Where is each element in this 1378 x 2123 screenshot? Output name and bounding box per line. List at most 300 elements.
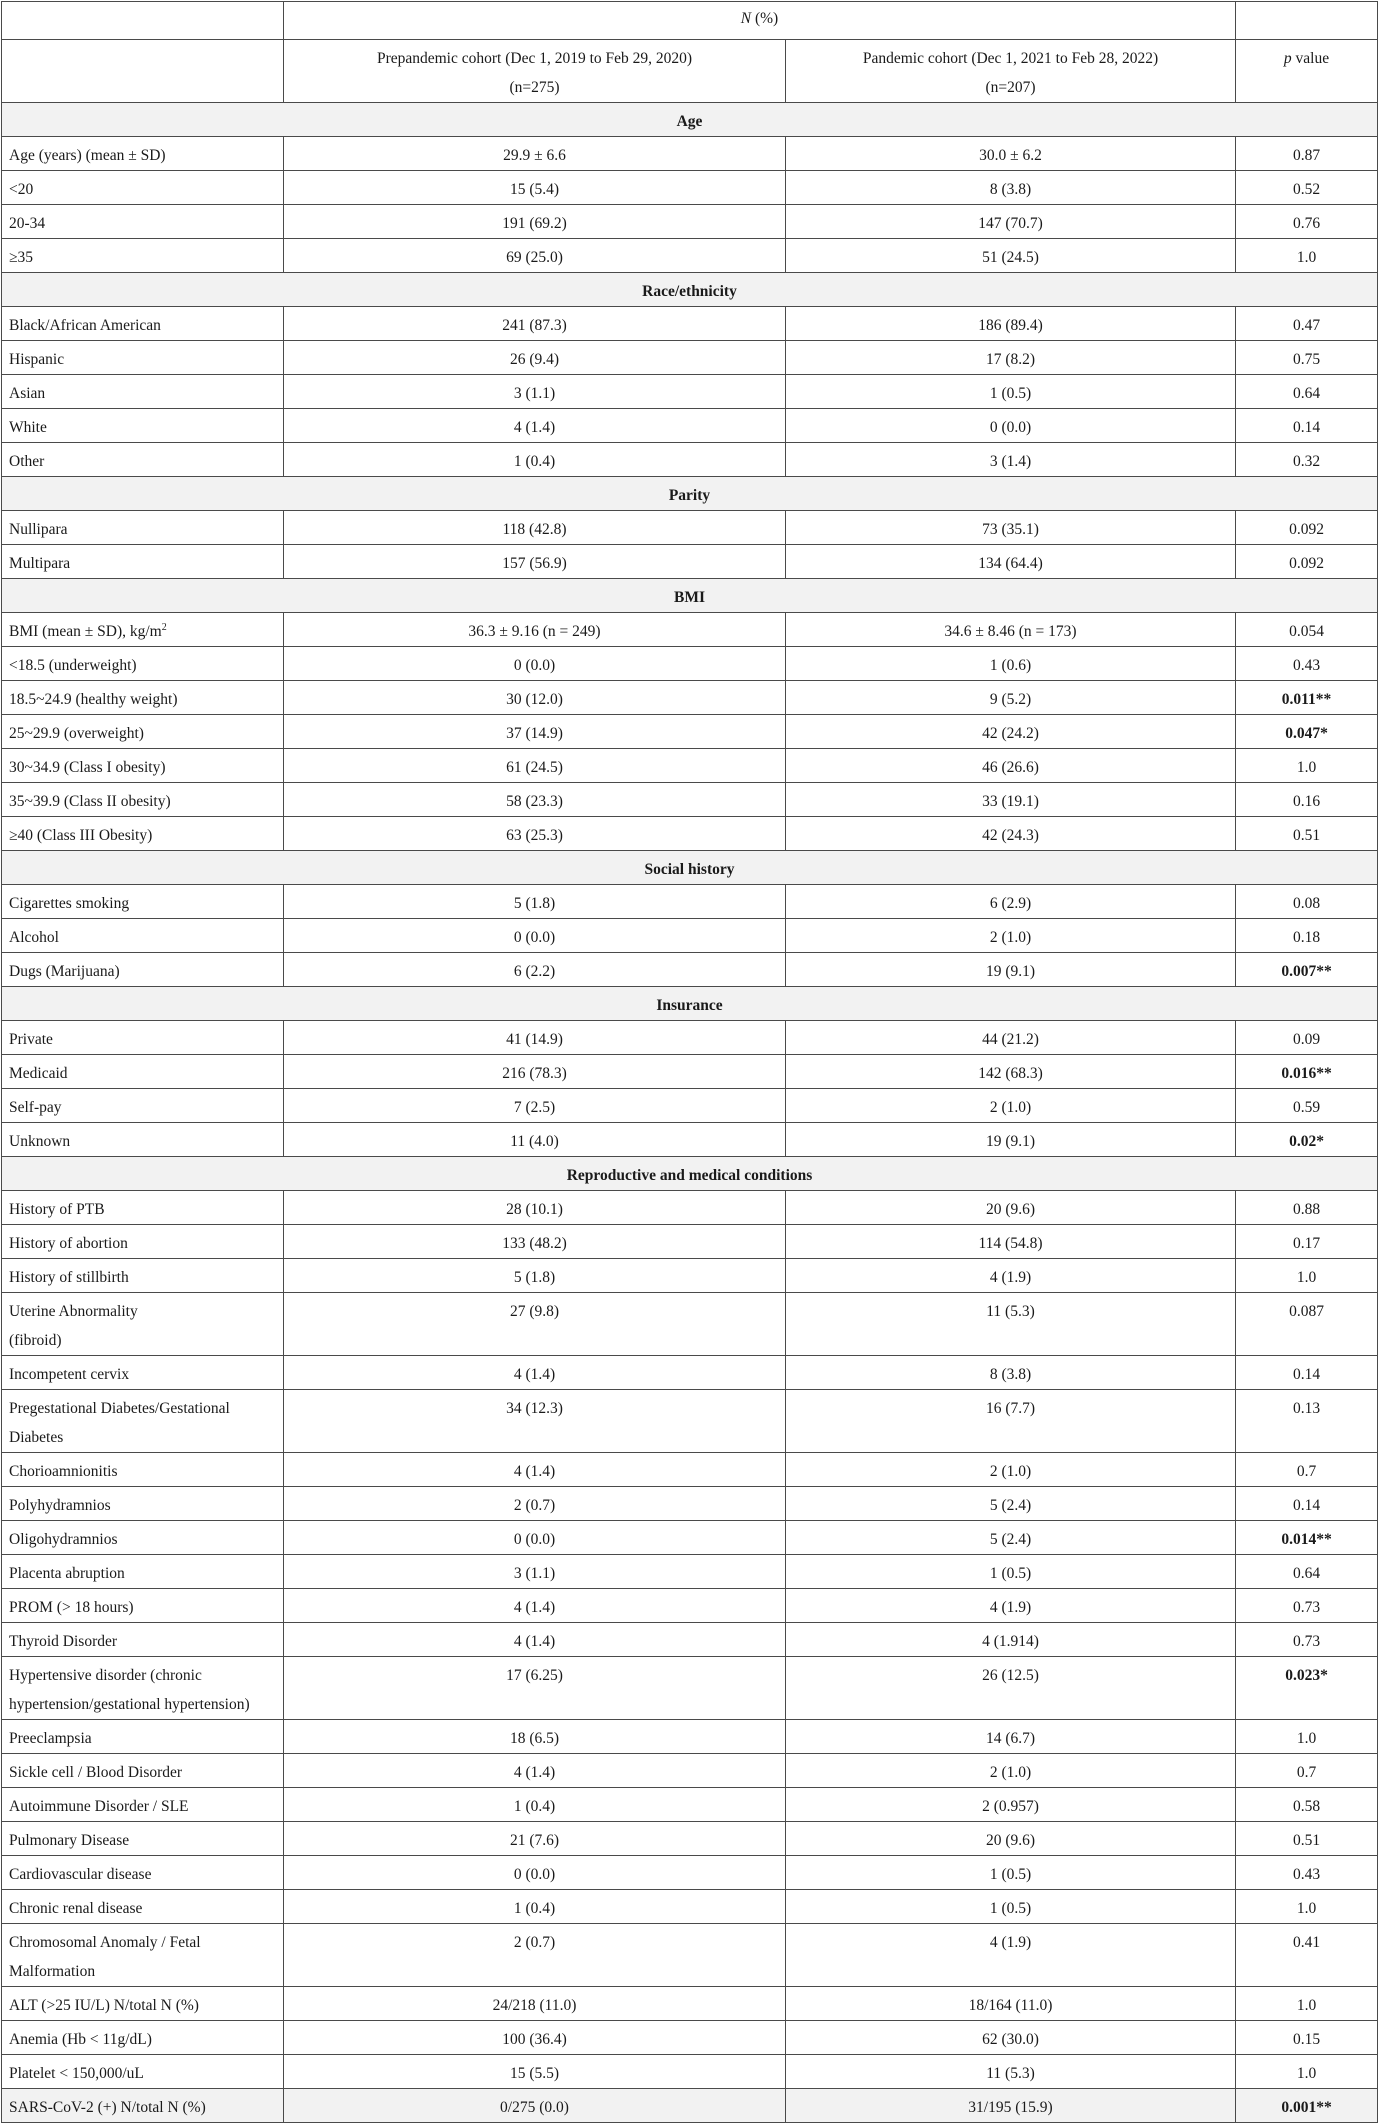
- pandemic-value: 33 (19.1): [786, 783, 1236, 817]
- row-label-line: ≥35: [9, 249, 34, 266]
- prepandemic-value: 1 (0.4): [284, 1788, 786, 1822]
- table-row: [2, 2055, 1378, 2089]
- row-label: [2, 1356, 284, 1390]
- p-value: 0.52: [1236, 171, 1378, 205]
- row-label-line: Oligohydramnios: [9, 1531, 118, 1548]
- table-row: [2, 783, 1378, 817]
- p-value: 0.18: [1236, 919, 1378, 953]
- prepandemic-value: 7 (2.5): [284, 1089, 786, 1123]
- p-label: p: [1283, 50, 1292, 67]
- prepandemic-value: 0 (0.0): [284, 647, 786, 681]
- section-heading: Reproductive and medical conditions: [2, 1157, 1378, 1191]
- prepandemic-value: 5 (1.8): [284, 885, 786, 919]
- pandemic-value: 19 (9.1): [786, 953, 1236, 987]
- row-label-line-2: hypertension/gestational hypertension): [9, 1696, 250, 1713]
- table-row: [2, 1754, 1378, 1788]
- row-label-line: PROM (> 18 hours): [9, 1599, 134, 1616]
- row-label: [2, 1021, 284, 1055]
- cohort-comparison-table: [1, 1, 1378, 2123]
- row-label: [2, 137, 284, 171]
- table-row: [2, 715, 1378, 749]
- prepandemic-header: [284, 40, 786, 103]
- superscript: 2: [161, 621, 167, 633]
- table-row: [2, 1487, 1378, 1521]
- section-row-bmi: [2, 579, 1378, 613]
- table-row: [2, 613, 1378, 647]
- pandemic-value: 6 (2.9): [786, 885, 1236, 919]
- table-row: [2, 1924, 1378, 1987]
- prepandemic-value: 36.3 ± 9.16 (n = 249): [284, 613, 786, 647]
- row-label: [2, 205, 284, 239]
- table-row: [2, 375, 1378, 409]
- table-row: [2, 307, 1378, 341]
- p-value: 0.76: [1236, 205, 1378, 239]
- row-label-line: Dugs (Marijuana): [9, 963, 120, 980]
- p-value: 0.58: [1236, 1788, 1378, 1822]
- prepandemic-value: 61 (24.5): [284, 749, 786, 783]
- row-label-text: BMI (mean ± SD), kg/m: [9, 623, 162, 640]
- pandemic-value: 1 (0.5): [786, 1856, 1236, 1890]
- p-value: 0.88: [1236, 1191, 1378, 1225]
- row-label-line: Unknown: [9, 1133, 71, 1150]
- pandemic-value: 19 (9.1): [786, 1123, 1236, 1157]
- pandemic-value: 62 (30.0): [786, 2021, 1236, 2055]
- pandemic-value: 142 (68.3): [786, 1055, 1236, 1089]
- table-row: [2, 1521, 1378, 1555]
- p-value: 0.087: [1236, 1293, 1378, 1356]
- prepandemic-value: 24/218 (11.0): [284, 1987, 786, 2021]
- table-row: [2, 2021, 1378, 2055]
- row-label-line: Polyhydramnios: [9, 1497, 111, 1514]
- row-label: [2, 1259, 284, 1293]
- p-value: 0.007**: [1236, 953, 1378, 987]
- row-label-line: Pulmonary Disease: [9, 1832, 130, 1849]
- row-label-line: Thyroid Disorder: [9, 1633, 118, 1650]
- table-row: [2, 1623, 1378, 1657]
- pandemic-value: 114 (54.8): [786, 1225, 1236, 1259]
- row-label-line: History of stillbirth: [9, 1269, 129, 1286]
- pandemic-value: 186 (89.4): [786, 307, 1236, 341]
- row-label: [2, 953, 284, 987]
- row-label-line: Medicaid: [9, 1065, 68, 1082]
- section-row-repro: [2, 1157, 1378, 1191]
- p-value: 0.16: [1236, 783, 1378, 817]
- row-label-line: Cardiovascular disease: [9, 1866, 152, 1883]
- table-row: [2, 137, 1378, 171]
- section-heading: Race/ethnicity: [2, 273, 1378, 307]
- table-row: [2, 1822, 1378, 1856]
- prepandemic-value: 3 (1.1): [284, 375, 786, 409]
- pandemic-value: 5 (2.4): [786, 1521, 1236, 1555]
- row-label: [2, 2055, 284, 2089]
- section-row-parity: [2, 477, 1378, 511]
- row-label: [2, 1225, 284, 1259]
- p-value: 0.59: [1236, 1089, 1378, 1123]
- row-label: [2, 783, 284, 817]
- p-value: 0.17: [1236, 1225, 1378, 1259]
- prepandemic-value: 6 (2.2): [284, 953, 786, 987]
- p-value: 0.13: [1236, 1390, 1378, 1453]
- p-value: 0.092: [1236, 545, 1378, 579]
- p-value: 1.0: [1236, 1890, 1378, 1924]
- pandemic-value: 31/195 (15.9): [786, 2089, 1236, 2123]
- row-label-line: 18.5~24.9 (healthy weight): [9, 691, 178, 708]
- table-row: [2, 1788, 1378, 1822]
- table-row: [2, 1191, 1378, 1225]
- p-value: 0.14: [1236, 409, 1378, 443]
- row-label-line: Incompetent cervix: [9, 1366, 130, 1383]
- p-value: 0.09: [1236, 1021, 1378, 1055]
- row-label-line: Black/African American: [9, 317, 161, 334]
- prepandemic-value: 1 (0.4): [284, 443, 786, 477]
- row-label-line: 30~34.9 (Class I obesity): [9, 759, 166, 776]
- prepandemic-value: 241 (87.3): [284, 307, 786, 341]
- prepandemic-value: 0 (0.0): [284, 1521, 786, 1555]
- row-label-line: Preeclampsia: [9, 1730, 92, 1747]
- row-label: [2, 1589, 284, 1623]
- pandemic-value: 73 (35.1): [786, 511, 1236, 545]
- table-row: [2, 409, 1378, 443]
- header-empty-cell-right: [1236, 2, 1378, 40]
- n-label: N: [740, 10, 752, 27]
- prepandemic-value: 1 (0.4): [284, 1890, 786, 1924]
- section-row-race: [2, 273, 1378, 307]
- table-row: [2, 2089, 1378, 2123]
- table-row: [2, 1589, 1378, 1623]
- row-label-line: Age (years) (mean ± SD): [9, 147, 166, 164]
- prepandemic-value: 191 (69.2): [284, 205, 786, 239]
- pandemic-value: 1 (0.5): [786, 375, 1236, 409]
- row-label-line-2: (fibroid): [9, 1332, 62, 1349]
- pandemic-value: 1 (0.6): [786, 647, 1236, 681]
- table-row: [2, 341, 1378, 375]
- p-value: 0.08: [1236, 885, 1378, 919]
- row-label-line: White: [9, 419, 47, 436]
- pandemic-value: 2 (1.0): [786, 1754, 1236, 1788]
- p-value: 0.092: [1236, 511, 1378, 545]
- p-value: 0.023*: [1236, 1657, 1378, 1720]
- pandemic-value: 4 (1.9): [786, 1924, 1236, 1987]
- prepandemic-value: 216 (78.3): [284, 1055, 786, 1089]
- p-value: 0.73: [1236, 1589, 1378, 1623]
- prepandemic-value: 100 (36.4): [284, 2021, 786, 2055]
- header-empty-cell: [2, 2, 284, 40]
- prepandemic-n: (n=275): [509, 79, 560, 96]
- row-label: [2, 1890, 284, 1924]
- row-label-line: Alcohol: [9, 929, 59, 946]
- table-row: [2, 1555, 1378, 1589]
- p-value: 0.014**: [1236, 1521, 1378, 1555]
- prepandemic-value: 15 (5.4): [284, 171, 786, 205]
- row-label: [2, 545, 284, 579]
- p-value: 1.0: [1236, 239, 1378, 273]
- prepandemic-value: 29.9 ± 6.6: [284, 137, 786, 171]
- p-value: 0.64: [1236, 375, 1378, 409]
- table-row: [2, 545, 1378, 579]
- row-label-line: Anemia (Hb < 11g/dL): [9, 2031, 152, 2048]
- pandemic-value: 20 (9.6): [786, 1191, 1236, 1225]
- row-label-line: <18.5 (underweight): [9, 657, 137, 674]
- row-label: [2, 1657, 284, 1720]
- row-label: [2, 749, 284, 783]
- pandemic-value: 2 (0.957): [786, 1788, 1236, 1822]
- row-label-line: Hypertensive disorder (chronic: [9, 1667, 202, 1684]
- row-label-line: Chronic renal disease: [9, 1900, 143, 1917]
- row-label: [2, 1089, 284, 1123]
- prepandemic-value: 133 (48.2): [284, 1225, 786, 1259]
- prepandemic-value: 15 (5.5): [284, 2055, 786, 2089]
- pandemic-value: 1 (0.5): [786, 1890, 1236, 1924]
- header-label-cell: [2, 40, 284, 103]
- row-label: [2, 239, 284, 273]
- pandemic-value: 4 (1.9): [786, 1589, 1236, 1623]
- p-value: 0.14: [1236, 1356, 1378, 1390]
- table-row: [2, 1856, 1378, 1890]
- p-value: 0.75: [1236, 341, 1378, 375]
- row-label: [2, 409, 284, 443]
- row-label-line: Uterine Abnormality: [9, 1303, 138, 1320]
- row-label: [2, 613, 284, 647]
- section-heading: BMI: [2, 579, 1378, 613]
- prepandemic-value: 18 (6.5): [284, 1720, 786, 1754]
- row-label: [2, 1453, 284, 1487]
- pandemic-value: 11 (5.3): [786, 1293, 1236, 1356]
- pandemic-value: 5 (2.4): [786, 1487, 1236, 1521]
- prepandemic-value: 21 (7.6): [284, 1822, 786, 1856]
- pandemic-value: 42 (24.3): [786, 817, 1236, 851]
- p-value: 1.0: [1236, 749, 1378, 783]
- row-label-line: ≥40 (Class III Obesity): [9, 827, 153, 844]
- table-row: [2, 1089, 1378, 1123]
- row-label: [2, 647, 284, 681]
- row-label: [2, 1555, 284, 1589]
- section-heading: Age: [2, 103, 1378, 137]
- section-heading: Insurance: [2, 987, 1378, 1021]
- prepandemic-value: 41 (14.9): [284, 1021, 786, 1055]
- row-label-line: Pregestational Diabetes/Gestational: [9, 1400, 230, 1417]
- table-row: [2, 681, 1378, 715]
- table-row: [2, 1259, 1378, 1293]
- row-label-line: Placenta abruption: [9, 1565, 125, 1582]
- row-label: [2, 1924, 284, 1987]
- p-value: 0.001**: [1236, 2089, 1378, 2123]
- prepandemic-value: 4 (1.4): [284, 1453, 786, 1487]
- pandemic-title: Pandemic cohort (Dec 1, 2021 to Feb 28, 2022): [862, 50, 1159, 67]
- row-label: [2, 341, 284, 375]
- table-row: [2, 1720, 1378, 1754]
- pandemic-value: 16 (7.7): [786, 1390, 1236, 1453]
- p-value: 0.7: [1236, 1754, 1378, 1788]
- row-label: [2, 1390, 284, 1453]
- row-label-line: Autoimmune Disorder / SLE: [9, 1798, 189, 1815]
- p-value: 1.0: [1236, 1987, 1378, 2021]
- row-label-line: Nullipara: [9, 521, 68, 538]
- table-row: [2, 1123, 1378, 1157]
- pandemic-value: 9 (5.2): [786, 681, 1236, 715]
- row-label-line: Sickle cell / Blood Disorder: [9, 1764, 183, 1781]
- prepandemic-value: 4 (1.4): [284, 1589, 786, 1623]
- row-label-line: Hispanic: [9, 351, 65, 368]
- row-label-line: Private: [9, 1031, 53, 1048]
- p-value: 0.87: [1236, 137, 1378, 171]
- prepandemic-value: 4 (1.4): [284, 1754, 786, 1788]
- section-row-insurance: [2, 987, 1378, 1021]
- pandemic-value: 147 (70.7): [786, 205, 1236, 239]
- prepandemic-value: 58 (23.3): [284, 783, 786, 817]
- p-value: 0.47: [1236, 307, 1378, 341]
- row-label-line: 20-34: [9, 215, 46, 232]
- row-label-line: SARS-CoV-2 (+) N/total N (%): [9, 2099, 206, 2116]
- row-label: [2, 1788, 284, 1822]
- pandemic-value: 42 (24.2): [786, 715, 1236, 749]
- p-value: 0.51: [1236, 1822, 1378, 1856]
- prepandemic-value: 157 (56.9): [284, 545, 786, 579]
- pandemic-value: 46 (26.6): [786, 749, 1236, 783]
- row-label: [2, 1822, 284, 1856]
- pandemic-value: 51 (24.5): [786, 239, 1236, 273]
- p-value: 0.02*: [1236, 1123, 1378, 1157]
- row-label: [2, 817, 284, 851]
- p-value: 1.0: [1236, 2055, 1378, 2089]
- table-row: [2, 205, 1378, 239]
- row-label-line: 35~39.9 (Class II obesity): [9, 793, 171, 810]
- p-value-header: [1236, 40, 1378, 103]
- row-label-line: ALT (>25 IU/L) N/total N (%): [9, 1997, 199, 2014]
- row-label: [2, 307, 284, 341]
- row-label-line: Platelet < 150,000/uL: [9, 2065, 144, 2082]
- table-row: [2, 171, 1378, 205]
- row-label-line: Self-pay: [9, 1099, 62, 1116]
- pandemic-value: 4 (1.9): [786, 1259, 1236, 1293]
- row-label-line: History of abortion: [9, 1235, 128, 1252]
- section-row-social: [2, 851, 1378, 885]
- prepandemic-value: 4 (1.4): [284, 1623, 786, 1657]
- p-value: 0.15: [1236, 2021, 1378, 2055]
- table-row: [2, 885, 1378, 919]
- row-label: [2, 511, 284, 545]
- p-value: 0.7: [1236, 1453, 1378, 1487]
- p-value: 0.14: [1236, 1487, 1378, 1521]
- pandemic-value: 2 (1.0): [786, 1453, 1236, 1487]
- prepandemic-value: 28 (10.1): [284, 1191, 786, 1225]
- row-label-line: Chorioamnionitis: [9, 1463, 118, 1480]
- row-label-line: Multipara: [9, 555, 71, 572]
- pandemic-value: 30.0 ± 6.2: [786, 137, 1236, 171]
- prepandemic-value: 2 (0.7): [284, 1487, 786, 1521]
- table-row: [2, 443, 1378, 477]
- table-row: [2, 1987, 1378, 2021]
- pandemic-value: 11 (5.3): [786, 2055, 1236, 2089]
- table-row: [2, 1390, 1378, 1453]
- pandemic-value: 4 (1.914): [786, 1623, 1236, 1657]
- row-label-line: <20: [9, 181, 34, 198]
- pandemic-value: 18/164 (11.0): [786, 1987, 1236, 2021]
- prepandemic-value: 17 (6.25): [284, 1657, 786, 1720]
- row-label: [2, 2021, 284, 2055]
- row-label-line: History of PTB: [9, 1201, 105, 1218]
- p-value: 1.0: [1236, 1720, 1378, 1754]
- header-row-columns: [2, 40, 1378, 103]
- row-label: [2, 171, 284, 205]
- pandemic-value: 1 (0.5): [786, 1555, 1236, 1589]
- p-value: 0.73: [1236, 1623, 1378, 1657]
- table-row: [2, 953, 1378, 987]
- pandemic-header: [786, 40, 1236, 103]
- p-value: 0.054: [1236, 613, 1378, 647]
- pandemic-value: 34.6 ± 8.46 (n = 173): [786, 613, 1236, 647]
- pandemic-value: 17 (8.2): [786, 341, 1236, 375]
- pandemic-value: 20 (9.6): [786, 1822, 1236, 1856]
- table-row: [2, 1225, 1378, 1259]
- row-label-line-2: Malformation: [9, 1963, 96, 1980]
- prepandemic-value: 34 (12.3): [284, 1390, 786, 1453]
- pandemic-value: 44 (21.2): [786, 1021, 1236, 1055]
- row-label: [2, 1293, 284, 1356]
- row-label: [2, 1623, 284, 1657]
- p-value: 0.016**: [1236, 1055, 1378, 1089]
- n-percent-header: [284, 2, 1236, 40]
- pandemic-value: 2 (1.0): [786, 1089, 1236, 1123]
- p-value: 0.64: [1236, 1555, 1378, 1589]
- table-row: [2, 647, 1378, 681]
- p-value: 1.0: [1236, 1259, 1378, 1293]
- row-label: [2, 1987, 284, 2021]
- prepandemic-value: 63 (25.3): [284, 817, 786, 851]
- prepandemic-value: 4 (1.4): [284, 409, 786, 443]
- table-row: [2, 919, 1378, 953]
- prepandemic-value: 2 (0.7): [284, 1924, 786, 1987]
- pandemic-n: (n=207): [985, 79, 1036, 96]
- prepandemic-value: 4 (1.4): [284, 1356, 786, 1390]
- row-label: [2, 443, 284, 477]
- row-label: [2, 1754, 284, 1788]
- prepandemic-value: 27 (9.8): [284, 1293, 786, 1356]
- row-label: [2, 1521, 284, 1555]
- section-row-age: [2, 103, 1378, 137]
- row-label-line: 25~29.9 (overweight): [9, 725, 144, 742]
- row-label: [2, 1856, 284, 1890]
- pandemic-value: 26 (12.5): [786, 1657, 1236, 1720]
- table-row: [2, 749, 1378, 783]
- n-suffix: (%): [751, 10, 779, 27]
- p-value: 0.047*: [1236, 715, 1378, 749]
- table-row: [2, 1356, 1378, 1390]
- prepandemic-value: 118 (42.8): [284, 511, 786, 545]
- row-label: [2, 885, 284, 919]
- row-label: [2, 1720, 284, 1754]
- p-value: 0.43: [1236, 1856, 1378, 1890]
- prepandemic-value: 3 (1.1): [284, 1555, 786, 1589]
- prepandemic-value: 0 (0.0): [284, 1856, 786, 1890]
- row-label: [2, 681, 284, 715]
- row-label-line: Cigarettes smoking: [9, 895, 130, 912]
- prepandemic-value: 5 (1.8): [284, 1259, 786, 1293]
- prepandemic-title: Prepandemic cohort (Dec 1, 2019 to Feb 29, 2020): [376, 50, 693, 67]
- row-label: [2, 919, 284, 953]
- pandemic-value: 8 (3.8): [786, 171, 1236, 205]
- table-row: [2, 1055, 1378, 1089]
- table-row: [2, 511, 1378, 545]
- header-row-top: [2, 2, 1378, 40]
- row-label: [2, 1055, 284, 1089]
- prepandemic-value: 26 (9.4): [284, 341, 786, 375]
- pandemic-value: 2 (1.0): [786, 919, 1236, 953]
- pandemic-value: 134 (64.4): [786, 545, 1236, 579]
- pandemic-value: 14 (6.7): [786, 1720, 1236, 1754]
- pandemic-value: 3 (1.4): [786, 443, 1236, 477]
- p-suffix: value: [1291, 50, 1330, 67]
- row-label: [2, 715, 284, 749]
